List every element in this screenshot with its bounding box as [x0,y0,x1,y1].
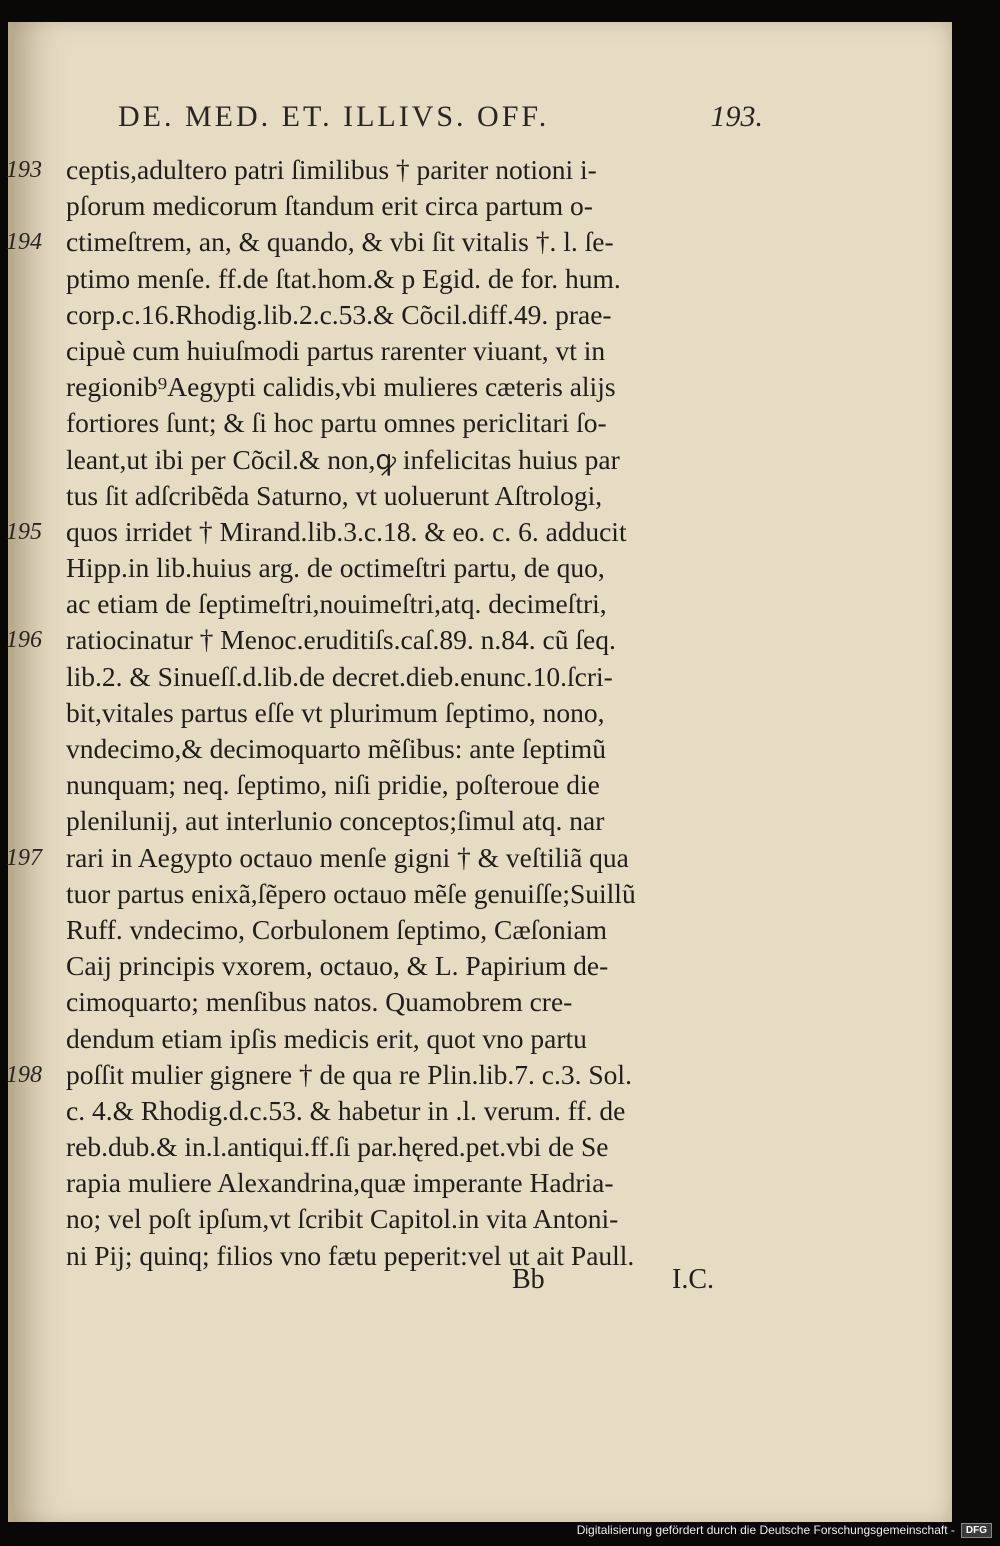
line-text: reb.dub.& in.l.antiqui.ff.ſi par.hęred.pet.vbi de Se [66,1131,609,1163]
text-line [0,586,1000,622]
line-text: Caij principis vxorem, octauo, & L. Papirium de- [66,950,609,982]
text-line [0,1129,1000,1165]
line-text: nunquam; neq. ſeptimo, niſi pridie, poſteroue die [66,769,600,801]
line-text: ceptis,adultero patri ſimilibus † pariter notioni i- [66,154,597,185]
text-line [0,1201,1000,1237]
line-text: fortiores ſunt; & ſi hoc partu omnes periclitari ſo- [66,407,607,439]
line-text: ni Pij; quinq; filios vno fætu peperit:vel ut ait Paull. [66,1239,635,1271]
margin-note-number: 196 [6,627,42,654]
text-line [0,224,1000,260]
text-line [0,1021,1000,1057]
line-text: rapia muliere Alexandrina,quæ imperante Hadria- [66,1167,614,1199]
text-line [0,514,1000,550]
catchword: I.C. [672,1264,714,1295]
margin-note-number: 195 [6,518,42,545]
line-text: vndecimo,& decimoquarto mẽſibus: ante ſeptimũ [66,733,606,764]
text-line [0,405,1000,441]
text-line [0,152,1000,188]
text-line [0,550,1000,586]
text-line [0,478,1000,514]
line-text: tus ſit adſcribẽda Saturno, vt uoluerunt Aſtrologi, [66,479,603,511]
line-text: dendum etiam ipſis medicis erit, quot vno partu [66,1022,587,1054]
line-text: bit,vitales partus eſſe vt plurimum ſeptimo, nono, [66,696,605,728]
running-title: DE. MED. ET. ILLIVS. OFF. [118,100,550,133]
digitization-footer [577,1520,992,1540]
margin-note-number: 194 [6,229,42,256]
text-line [0,876,1000,912]
text-line [0,948,1000,984]
line-text: cimoquarto; menſibus natos. Quamobrem cre- [66,986,573,1018]
text-line [0,188,1000,224]
page-header [118,100,763,144]
text-line [0,659,1000,695]
line-text: Hipp.in lib.huius arg. de octimeſtri partu, de quo, [66,552,605,584]
body-text [0,152,1000,1274]
text-line [0,442,1000,478]
text-line [0,622,1000,658]
text-line [0,369,1000,405]
line-text: no; vel poſt ipſum,vt ſcribit Capitol.in vita Antoni- [66,1203,619,1235]
text-line [0,803,1000,839]
text-line [0,1165,1000,1201]
line-text: plenilunij, aut interlunio conceptos;ſimul atq. nar [66,805,605,837]
line-text: ratiocinatur † Menoc.eruditiſs.caſ.89. n.84. cũ ſeq. [66,624,616,656]
page-number: 193. [710,100,763,133]
line-text: ac etiam de ſeptimeſtri,nouimeſtri,atq. decimeſtri, [66,588,607,620]
line-text: leant,ut ibi per Cõcil.& non,ꝙ infelicitas huius par [66,443,620,475]
line-text: quos irridet † Mirand.lib.3.c.18. & eo. c. 6. adducit [66,515,627,547]
text-line [0,912,1000,948]
line-text: pſorum medicorum ſtandum erit circa partum o- [66,190,593,222]
text-line [0,984,1000,1020]
line-text: c. 4.& Rhodig.d.c.53. & habetur in .l. verum. ff. de [66,1094,626,1126]
line-text: lib.2. & Sinueſſ.d.lib.de decret.dieb.enunc.10.ſcri- [66,660,613,692]
footer-credit: Digitalisierung gefördert durch die Deutsche Forschungsgemeinschaft - [576,1523,955,1537]
line-text: Ruff. vndecimo, Corbulonem ſeptimo, Cæſoniam [66,913,608,945]
line-text: rari in Aegypto octauo menſe gigni † & veſtiliã qua [66,841,629,873]
text-line [0,333,1000,369]
line-text: cipuè cum huiuſmodi partus rarenter viuant, vt in [66,334,606,366]
dfg-logo: DFG [961,1523,992,1538]
text-line [0,297,1000,333]
line-text: regionib⁹Aegypti calidis,vbi mulieres cæteris alijs [66,371,616,403]
line-text: tuor partus enixã,ſẽpero octauo mẽſe genuiſſe;Suillũ [66,877,636,909]
line-text: ptimo menſe. ff.de ſtat.hom.& p Egid. de for. hum. [66,262,621,294]
text-line [0,695,1000,731]
line-text: ctimeſtrem, an, & quando, & vbi ſit vitalis †. l. ſe- [66,226,614,258]
margin-note-number: 197 [6,844,42,871]
text-line [0,731,1000,767]
text-line [0,1093,1000,1129]
text-line [0,1057,1000,1093]
margin-note-number: 193 [6,157,42,183]
text-line [0,767,1000,803]
line-text: corp.c.16.Rhodig.lib.2.c.53.& Cõcil.diff.49. prae- [66,298,612,330]
text-line [0,261,1000,297]
margin-note-number: 198 [6,1061,42,1088]
line-text: poſſit mulier gignere † de qua re Plin.lib.7. c.3. Sol. [66,1058,632,1090]
signature-row [0,1264,1000,1304]
text-line [0,840,1000,876]
signature-mark: Bb [512,1264,545,1295]
